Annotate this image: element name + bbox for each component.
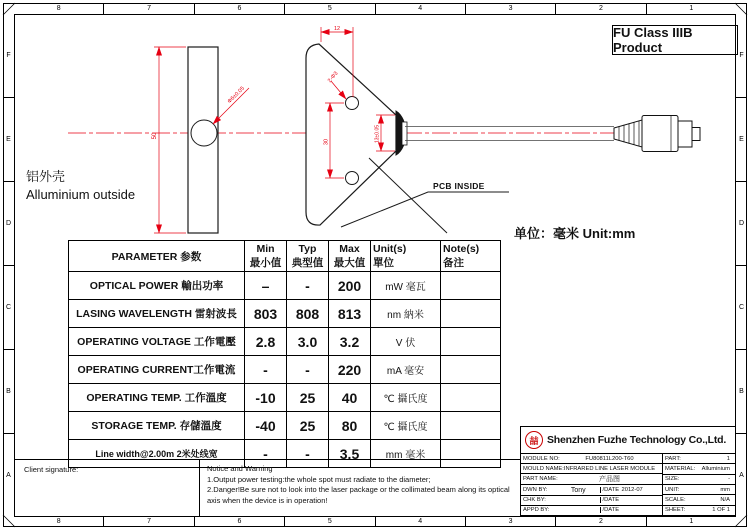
table-row [69, 328, 501, 356]
col-header-parameter: PARAMETER 参数 [69, 241, 245, 272]
typ-cell: - [287, 440, 329, 468]
zone-label: 6 [195, 516, 285, 527]
sheet-row [663, 506, 735, 515]
min-cell: -40 [245, 412, 287, 440]
mould-name-value: INFRARED LINE LASER MODULE [563, 465, 656, 472]
module-no-row [521, 454, 662, 464]
unit-cell: V 伏 [371, 328, 441, 356]
zone-label: 1 [689, 5, 694, 12]
col-header-unit-cn: 單位 [373, 256, 394, 269]
max-cell: 813 [329, 300, 371, 328]
max-cell: 80 [329, 412, 371, 440]
sheet-label: SHEET: [665, 507, 686, 514]
parameter-table [68, 240, 501, 468]
company-logo-icon: 喆 [525, 431, 543, 449]
dwn-date-label: /DATE [600, 487, 622, 493]
part-value: 1 [726, 455, 730, 462]
col-header-typ-en: Typ [298, 242, 317, 255]
col-header-min-cn: 最小值 [249, 256, 282, 269]
zone-label: E [3, 98, 14, 182]
zone-label: C [736, 266, 747, 350]
dwn-value: Tony [570, 486, 586, 494]
module-no-value: FU80811L200-T60 [585, 455, 634, 462]
dwn-row [521, 485, 662, 495]
housing-label [26, 168, 135, 203]
material-value: Alluminium [701, 465, 730, 472]
notice-line-1: 1.Output power testing:the whole spot must radiate to the diameter; [207, 474, 431, 484]
zone-label: 5 [285, 516, 375, 527]
max-cell: 40 [329, 384, 371, 412]
col-header-max-en: Max [339, 242, 360, 255]
note-cell [441, 356, 501, 384]
chk-date-label: /DATE [600, 497, 622, 503]
col-header-max [329, 241, 371, 272]
dim-mount-holes: 2-Φ3 [326, 70, 340, 85]
notice-line-2: 2.Danger!Be sure not to look into the laser package or the collimated beam along its optical axis when the device is in operation! [207, 485, 510, 505]
mould-name-label: MOULD NAME: [523, 465, 564, 472]
zone-label: D [736, 182, 747, 266]
part-label: PART: [665, 455, 681, 462]
part-name-label: PART NAME: [523, 476, 558, 483]
typ-cell: - [287, 272, 329, 300]
appd-row [521, 506, 662, 515]
unit-row [663, 485, 735, 495]
title-block [520, 426, 736, 516]
col-header-min [245, 241, 287, 272]
min-cell: – [245, 272, 287, 300]
zone-strip-bottom [14, 516, 736, 527]
col-header-max-cn: 最大值 [333, 256, 366, 269]
zone-label: 5 [285, 3, 375, 14]
zone-label: 8 [14, 516, 104, 527]
col-header-unit-en: Unit(s) [373, 242, 407, 255]
zone-label: F [3, 14, 14, 98]
title-block-right [663, 454, 735, 515]
unit-cell: ℃ 攝氏度 [371, 384, 441, 412]
notice-box [200, 459, 520, 516]
param-cell: OPERATING CURRENT工作電流 [69, 356, 245, 384]
param-cell: Line width@2.00m 2米处线宽 [69, 440, 245, 468]
max-cell: 220 [329, 356, 371, 384]
max-cell: 3.5 [329, 440, 371, 468]
table-header-row [69, 241, 501, 272]
part-name-value: 产品图 [599, 476, 620, 484]
min-cell: - [245, 356, 287, 384]
col-header-min-en: Min [256, 242, 275, 255]
housing-label-en: Alluminium outside [26, 186, 136, 202]
zone-label: 2 [556, 3, 646, 14]
min-cell: 2.8 [245, 328, 287, 356]
size-label: SIZE: [665, 476, 680, 483]
col-header-note [441, 241, 501, 272]
max-cell: 3.2 [329, 328, 371, 356]
note-cell [441, 412, 501, 440]
zone-label: 8 [14, 3, 104, 14]
unit-note: 单位：毫米 Unit:mm [514, 226, 636, 241]
col-header-note-cn: 备注 [443, 256, 464, 269]
param-cell: LASING WAVELENGTH 雷射波長 [69, 300, 245, 328]
zone-label: A [739, 472, 744, 479]
scale-value: N/A [720, 496, 730, 503]
note-cell [441, 384, 501, 412]
table-row [69, 356, 501, 384]
dim-barrel: 13±0.05 [374, 124, 381, 144]
min-cell: - [245, 440, 287, 468]
dim-bracket-hole-dia: Φ6±0.05 [226, 85, 246, 105]
col-header-note-en: Note(s) [443, 242, 480, 255]
pcb-inside-label: PCB INSIDE [433, 181, 485, 191]
dim-hole-spacing: 30 [323, 138, 330, 146]
zone-label: 3 [466, 516, 556, 527]
company-row [521, 427, 735, 454]
zone-label: A [6, 472, 11, 479]
dim-bracket-height: 50 [152, 132, 158, 140]
zone-strip-right [736, 14, 747, 517]
zone-label: 3 [466, 3, 556, 14]
client-signature-box [15, 459, 200, 516]
mould-name-row [521, 464, 662, 474]
zone-label: B [3, 350, 14, 434]
note-cell [441, 272, 501, 300]
typ-cell: 3.0 [287, 328, 329, 356]
unit-cell: mW 毫瓦 [371, 272, 441, 300]
zone-label: D [3, 182, 14, 266]
dwn-date-value: 2012-07 [621, 487, 643, 493]
chk-row [521, 496, 662, 506]
max-cell: 200 [329, 272, 371, 300]
zone-label: 7 [104, 516, 194, 527]
laser-class-box: FU Class IIIB Product [612, 25, 738, 55]
unit-label: UNIT: [665, 486, 680, 493]
title-block-left [521, 454, 663, 515]
size-value: - [728, 476, 730, 483]
appd-label: APPD BY: [523, 507, 550, 514]
material-row [663, 464, 735, 474]
param-cell: OPERATING TEMP. 工作溫度 [69, 384, 245, 412]
unit-cell: ℃ 攝氏度 [371, 412, 441, 440]
company-name: Shenzhen Fuzhe Technology Co.,Ltd. [547, 434, 727, 446]
param-cell: STORAGE TEMP. 存儲溫度 [69, 412, 245, 440]
zone-label: F [736, 14, 747, 98]
housing-label-cn: 铝外壳 [26, 169, 66, 184]
zone-label: 7 [104, 3, 194, 14]
param-cell: OPTICAL POWER 輸出功率 [69, 272, 245, 300]
unit-value: mm [720, 486, 730, 493]
module-no-label: MODULE NO: [523, 455, 560, 462]
note-cell [441, 300, 501, 328]
zone-label: 2 [556, 516, 646, 527]
col-header-typ-cn: 典型值 [291, 256, 324, 269]
typ-cell: 25 [287, 412, 329, 440]
appd-date-label: /DATE [600, 507, 622, 513]
scale-label: SCALE: [665, 496, 686, 503]
min-cell: 803 [245, 300, 287, 328]
table-row [69, 384, 501, 412]
zone-label: 4 [376, 516, 466, 527]
table-row [69, 412, 501, 440]
unit-cell: mA 毫安 [371, 356, 441, 384]
zone-label: C [3, 266, 14, 350]
typ-cell: 808 [287, 300, 329, 328]
scale-row [663, 495, 735, 505]
zone-strip-top [14, 3, 736, 14]
client-signature-label: Client signature: [24, 465, 79, 474]
notice-title: Notice and Warning [207, 464, 273, 473]
unit-cell: nm 納米 [371, 300, 441, 328]
typ-cell: 25 [287, 384, 329, 412]
table-row [69, 272, 501, 300]
min-cell: -10 [245, 384, 287, 412]
part-row [663, 454, 735, 464]
zone-label: 6 [195, 3, 285, 14]
dim-plate-width: 12 [333, 26, 341, 32]
material-label: MATERIAL: [665, 465, 696, 472]
sheet-value: 1 OF 1 [712, 507, 730, 514]
note-cell [441, 328, 501, 356]
dwn-label: DWN BY: [523, 487, 548, 493]
typ-cell: - [287, 356, 329, 384]
col-header-unit [371, 241, 441, 272]
col-header-typ [287, 241, 329, 272]
size-row [663, 475, 735, 485]
zone-strip-left [3, 14, 14, 517]
chk-label: CHK BY: [523, 497, 546, 504]
part-name-row [521, 474, 662, 485]
table-row [69, 300, 501, 328]
param-cell: OPERATING VOLTAGE 工作電壓 [69, 328, 245, 356]
unit-cell: mm 毫米 [371, 440, 441, 468]
zone-label: E [736, 98, 747, 182]
zone-label: 4 [376, 3, 466, 14]
zone-label: B [736, 350, 747, 434]
zone-label: 1 [689, 518, 694, 525]
